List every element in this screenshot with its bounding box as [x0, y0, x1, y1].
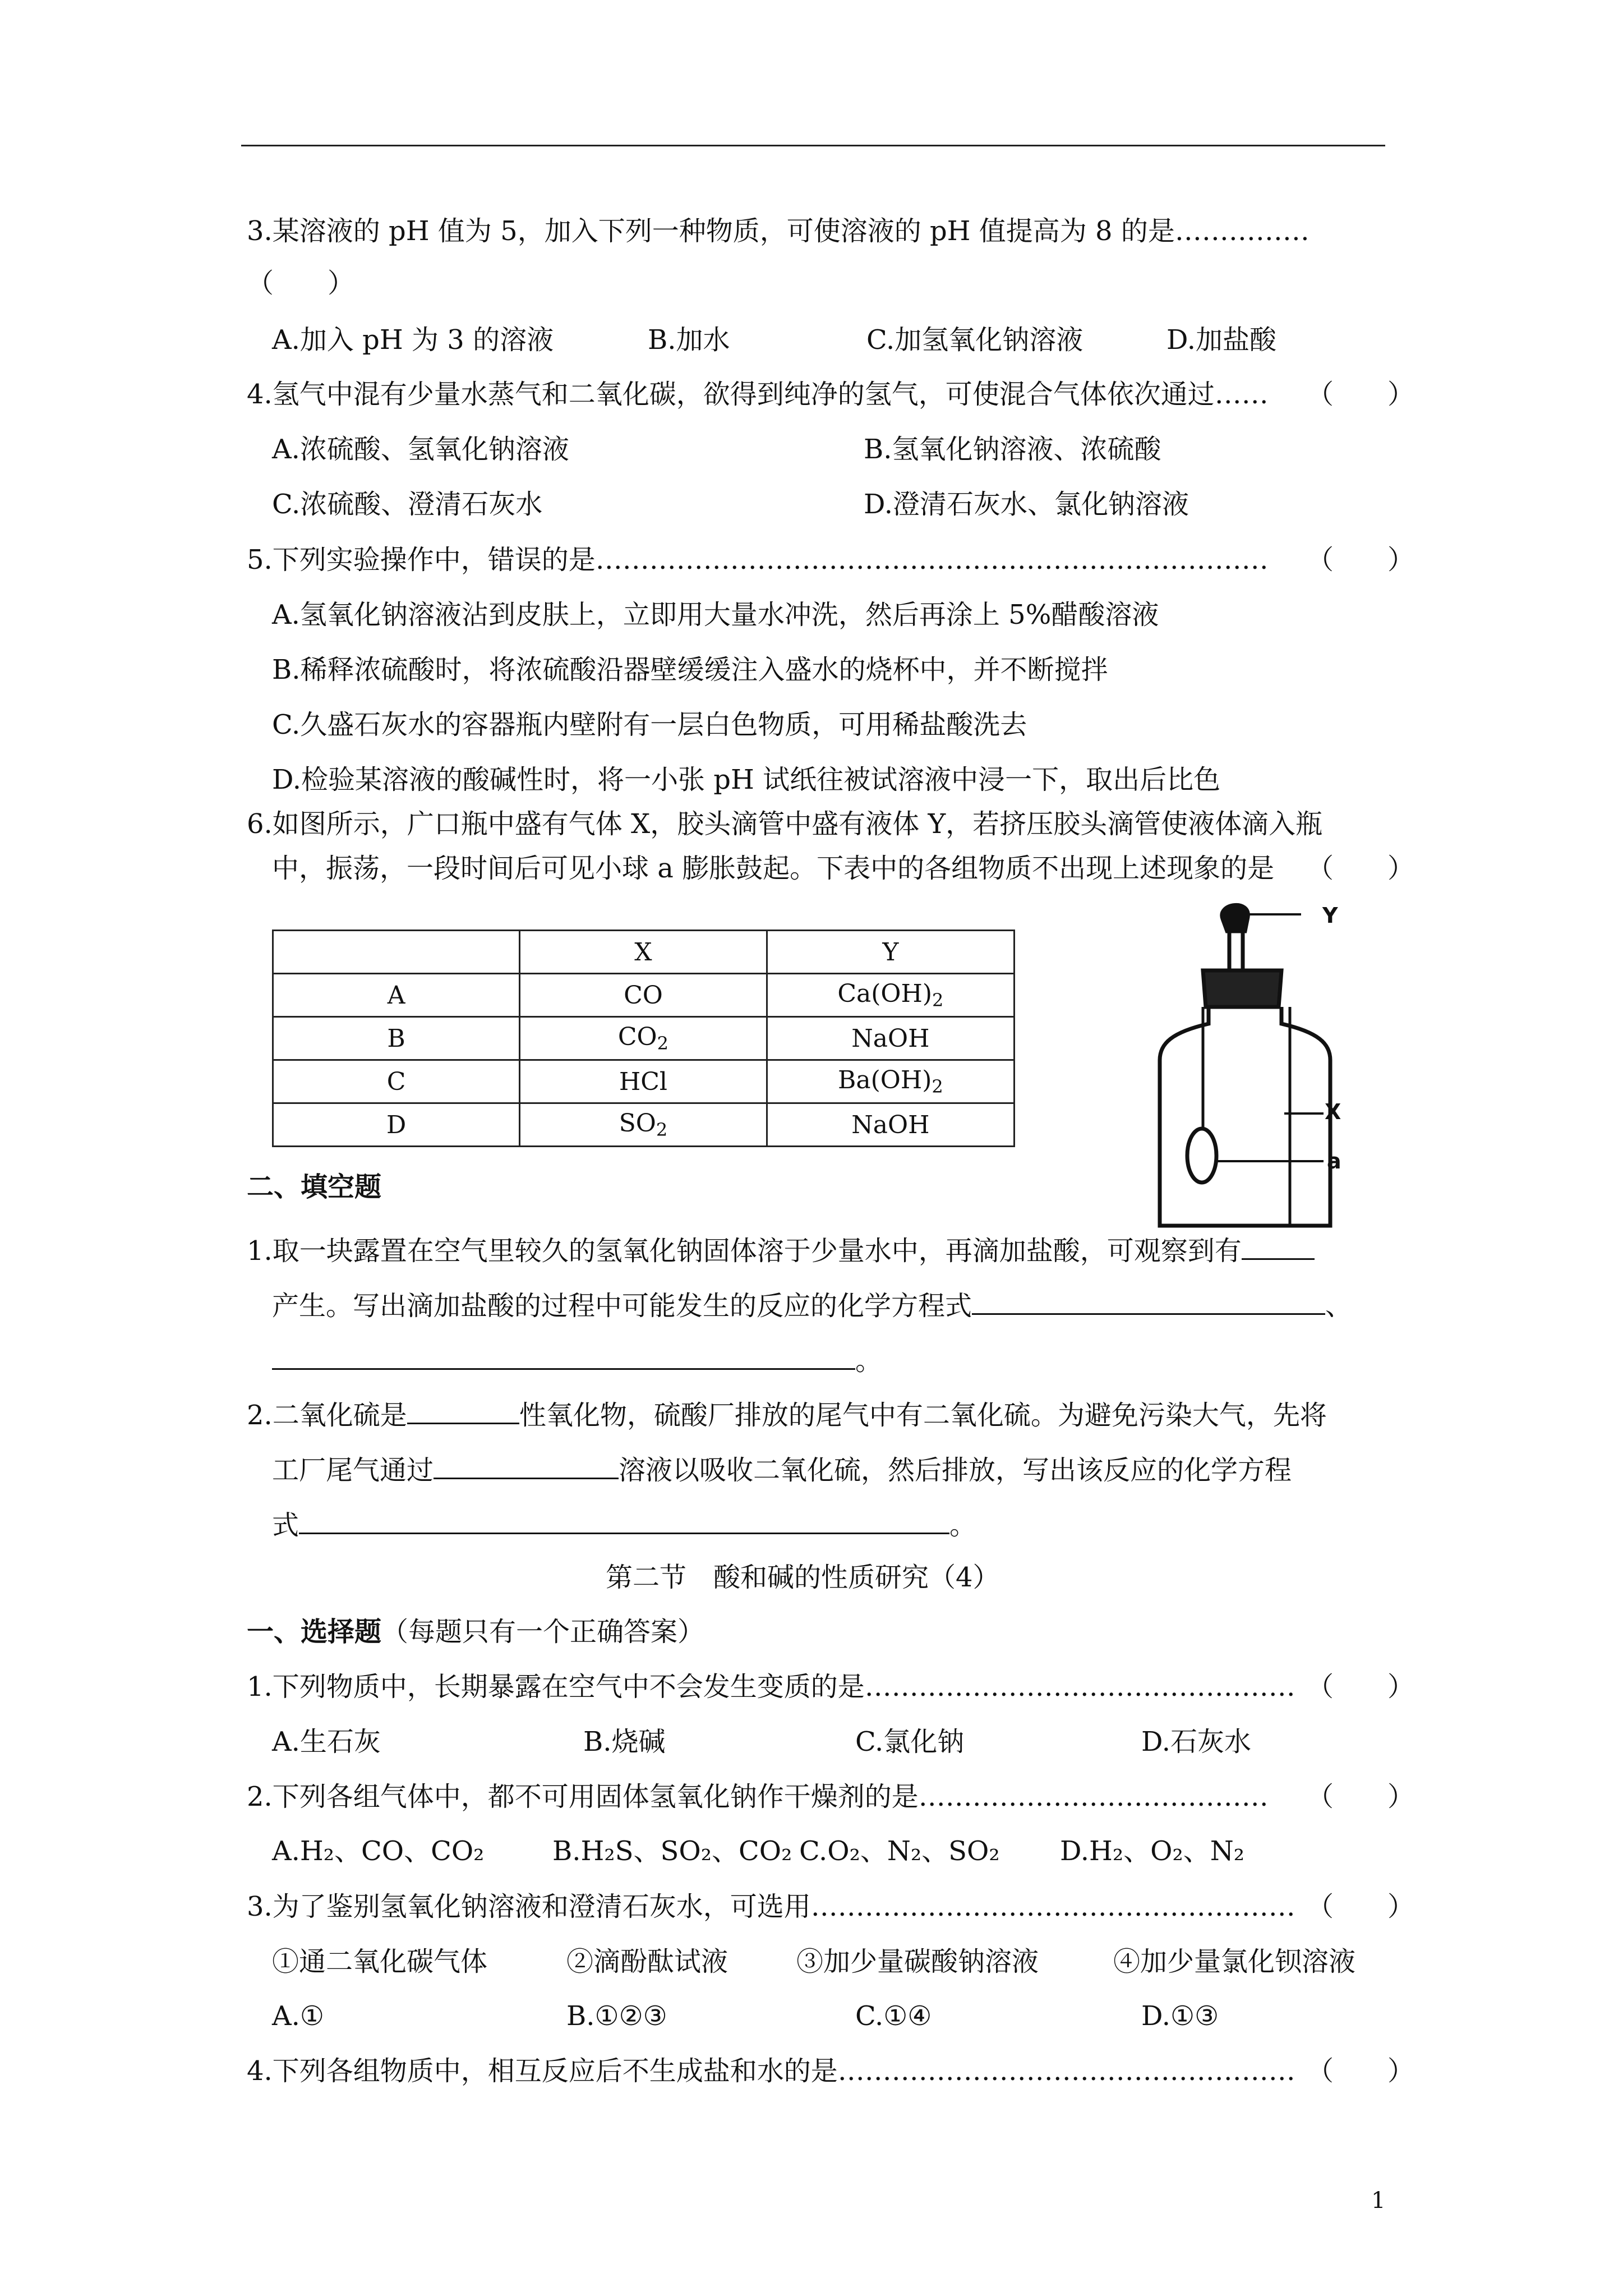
table-cell: CO [520, 974, 767, 1017]
p2-option-b: B.H₂S、SO₂、CO₂ [552, 1835, 792, 1867]
p1-option-b: B.烧碱 [583, 1726, 666, 1757]
fill1-end-mark: 。 [855, 1345, 883, 1377]
section-heading-note: （每题只有一个正确答案） [381, 1616, 705, 1648]
q3-option-b: B.加水 [648, 324, 730, 356]
p3-option-c: C.①④ [855, 2000, 932, 2032]
q5-stem: 5.下列实验操作中，错误的是………………………………………………………………… [247, 544, 1269, 576]
subscript: 2 [932, 1076, 943, 1097]
q4-option-a: A.浓硫酸、氢氧化钠溶液 [272, 434, 569, 465]
table-row [273, 1060, 1015, 1103]
q4-option-b: B.氢氧化钠溶液、浓硫酸 [864, 434, 1161, 465]
figure-label-a: a [1327, 1149, 1341, 1174]
p2-option-a: A.H₂、CO、CO₂ [272, 1835, 485, 1867]
table-cell: B [273, 1017, 520, 1060]
p2-stem: 2.下列各组气体中，都不可用固体氢氧化钠作干燥剂的是………………………………… [247, 1781, 1269, 1812]
q5-option-d: D.检验某溶液的酸碱性时，将一小张 pH 试纸往被试溶液中浸一下，取出后比色 [272, 764, 1221, 795]
q6-answer-paren: （ ） [1307, 853, 1415, 884]
subscript: 2 [656, 1119, 668, 1140]
p1-stem: 1.下列物质中，长期暴露在空气中不会发生变质的是………………………………………… [247, 1671, 1295, 1703]
fill2-line1 [247, 1395, 1327, 1431]
fill2-line2-b: 溶液以吸收二氧化硫，然后排放，写出该反应的化学方程 [619, 1455, 1292, 1486]
table-cell [520, 1017, 767, 1060]
table-cell [767, 1060, 1014, 1103]
table-cell: D [273, 1103, 520, 1147]
q5-answer-paren: （ ） [1307, 544, 1415, 576]
answer-blank [407, 1395, 519, 1424]
table-header-cell [273, 931, 520, 974]
p3-choice-3: ③加少量碳酸钠溶液 [796, 1946, 1039, 1977]
p3-option-d: D.①③ [1141, 2000, 1219, 2032]
q4-option-d: D.澄清石灰水、氯化钠溶液 [864, 489, 1189, 520]
fill2-line2 [272, 1450, 1292, 1486]
section-heading-choice [247, 1616, 704, 1648]
answer-blank [972, 1285, 1325, 1315]
fill1-line1 [247, 1230, 1315, 1267]
formula-text: Ba(OH) [838, 1066, 932, 1094]
p1-option-d: D.石灰水 [1141, 1726, 1252, 1757]
fill2-line1-b: 性氧化物，硫酸厂排放的尾气中有二氧化硫。为避免污染大气，先将 [519, 1400, 1327, 1431]
q3-stem: 3.某溶液的 pH 值为 5，加入下列一种物质，可使溶液的 pH 值提高为 8 的是…………… [247, 215, 1310, 247]
section-heading-text: 一、选择题 [247, 1616, 382, 1648]
subscript: 2 [657, 1033, 668, 1054]
table-cell: NaOH [767, 1103, 1014, 1147]
p2-option-c: C.O₂、N₂、SO₂ [799, 1835, 1000, 1867]
fill1-separator: 、 [1325, 1290, 1353, 1322]
q4-option-c: C.浓硫酸、澄清石灰水 [272, 489, 543, 520]
q4-stem: 4.氢气中混有少量水蒸气和二氧化碳，欲得到纯净的氢气，可使混合气体依次通过…… [247, 379, 1269, 410]
fill2-line3 [272, 1504, 976, 1541]
table-cell: C [273, 1060, 520, 1103]
fill2-line2-a: 工厂尾气通过 [272, 1455, 434, 1486]
figure-label-x: X [1325, 1099, 1341, 1124]
q6-stem-line1: 6.如图所示，广口瓶中盛有气体 X，胶头滴管中盛有液体 Y，若挤压胶头滴管使液体滴入瓶 [247, 808, 1323, 840]
fill1-line1-text: 1.取一块露置在空气里较久的氢氧化钠固体溶于少量水中，再滴加盐酸，可观察到有 [247, 1235, 1242, 1267]
p1-answer-paren: （ ） [1307, 1671, 1415, 1703]
p4-answer-paren: （ ） [1307, 2055, 1415, 2087]
fill2-line3-a: 式 [272, 1510, 299, 1541]
table-row [273, 974, 1015, 1017]
header-rule [241, 145, 1385, 146]
fill1-line3 [272, 1340, 882, 1377]
q3-option-d: D.加盐酸 [1166, 324, 1277, 356]
p3-answer-paren: （ ） [1307, 1891, 1415, 1922]
p3-option-a: A.① [272, 2000, 324, 2032]
table-cell [520, 1103, 767, 1147]
fill1-line2 [272, 1285, 1352, 1322]
p3-stem: 3.为了鉴别氢氧化钠溶液和澄清石灰水，可选用……………………………………………… [247, 1891, 1295, 1922]
q5-option-c: C.久盛石灰水的容器瓶内壁附有一层白色物质，可用稀盐酸洗去 [272, 709, 1027, 740]
answer-blank [272, 1340, 855, 1370]
p1-option-c: C.氯化钠 [855, 1726, 965, 1757]
table-header-row [273, 931, 1015, 974]
table-cell: NaOH [767, 1017, 1014, 1060]
answer-blank [299, 1504, 949, 1534]
flask-dropper-diagram [1133, 892, 1357, 1240]
p2-option-d: D.H₂、O₂、N₂ [1060, 1835, 1244, 1867]
q5-option-a: A.氢氧化钠溶液沾到皮肤上，立即用大量水冲洗，然后再涂上 5%醋酸溶液 [272, 599, 1159, 631]
table-row [273, 1103, 1015, 1147]
q5-option-b: B.稀释浓硫酸时，将浓硫酸沿器壁缓缓注入盛水的烧杯中，并不断搅拌 [272, 654, 1108, 685]
p3-choice-2: ②滴酚酞试液 [566, 1946, 728, 1977]
answer-blank [434, 1450, 619, 1479]
formula-text: CO [617, 1023, 657, 1051]
table-header-cell: Y [767, 931, 1014, 974]
answer-blank [1242, 1230, 1315, 1260]
table-cell [767, 974, 1014, 1017]
apparatus-figure [1133, 892, 1357, 1240]
p1-option-a: A.生石灰 [272, 1726, 381, 1757]
q3-option-a: A.加入 pH 为 3 的溶液 [272, 324, 554, 356]
fill2-line1-a: 2.二氧化硫是 [247, 1400, 407, 1431]
table-row [273, 1017, 1015, 1060]
figure-label-y: Y [1322, 903, 1338, 928]
section-heading-fill-in: 二、填空题 [247, 1171, 382, 1203]
p4-stem: 4.下列各组物质中，相互反应后不生成盐和水的是…………………………………………… [247, 2055, 1295, 2087]
table-cell: HCl [520, 1060, 767, 1103]
q6-table [272, 930, 1015, 1147]
table-cell: A [273, 974, 520, 1017]
q6-stem-line2: 中，振荡，一段时间后可见小球 a 膨胀鼓起。下表中的各组物质不出现上述现象的是 [272, 853, 1275, 884]
q4-answer-paren: （ ） [1307, 379, 1415, 410]
p2-answer-paren: （ ） [1307, 1781, 1415, 1812]
formula-text: Ca(OH) [837, 979, 933, 1008]
p3-option-b: B.①②③ [566, 2000, 667, 2032]
q3-option-c: C.加氢氧化钠溶液 [866, 324, 1083, 356]
fill1-line2-text: 产生。写出滴加盐酸的过程中可能发生的反应的化学方程式 [272, 1290, 972, 1322]
section-title: 第二节 酸和碱的性质研究（4） [606, 1562, 1000, 1593]
p3-choice-4: ④加少量氯化钡溶液 [1113, 1946, 1356, 1977]
fill2-end-mark: 。 [949, 1510, 977, 1541]
table-header-cell: X [520, 931, 767, 974]
p3-choice-1: ①通二氧化碳气体 [272, 1946, 488, 1977]
formula-text: SO [619, 1109, 656, 1138]
q3-answer-paren: （ ） [247, 268, 355, 299]
page-number: 1 [1371, 2188, 1386, 2214]
subscript: 2 [932, 990, 944, 1011]
